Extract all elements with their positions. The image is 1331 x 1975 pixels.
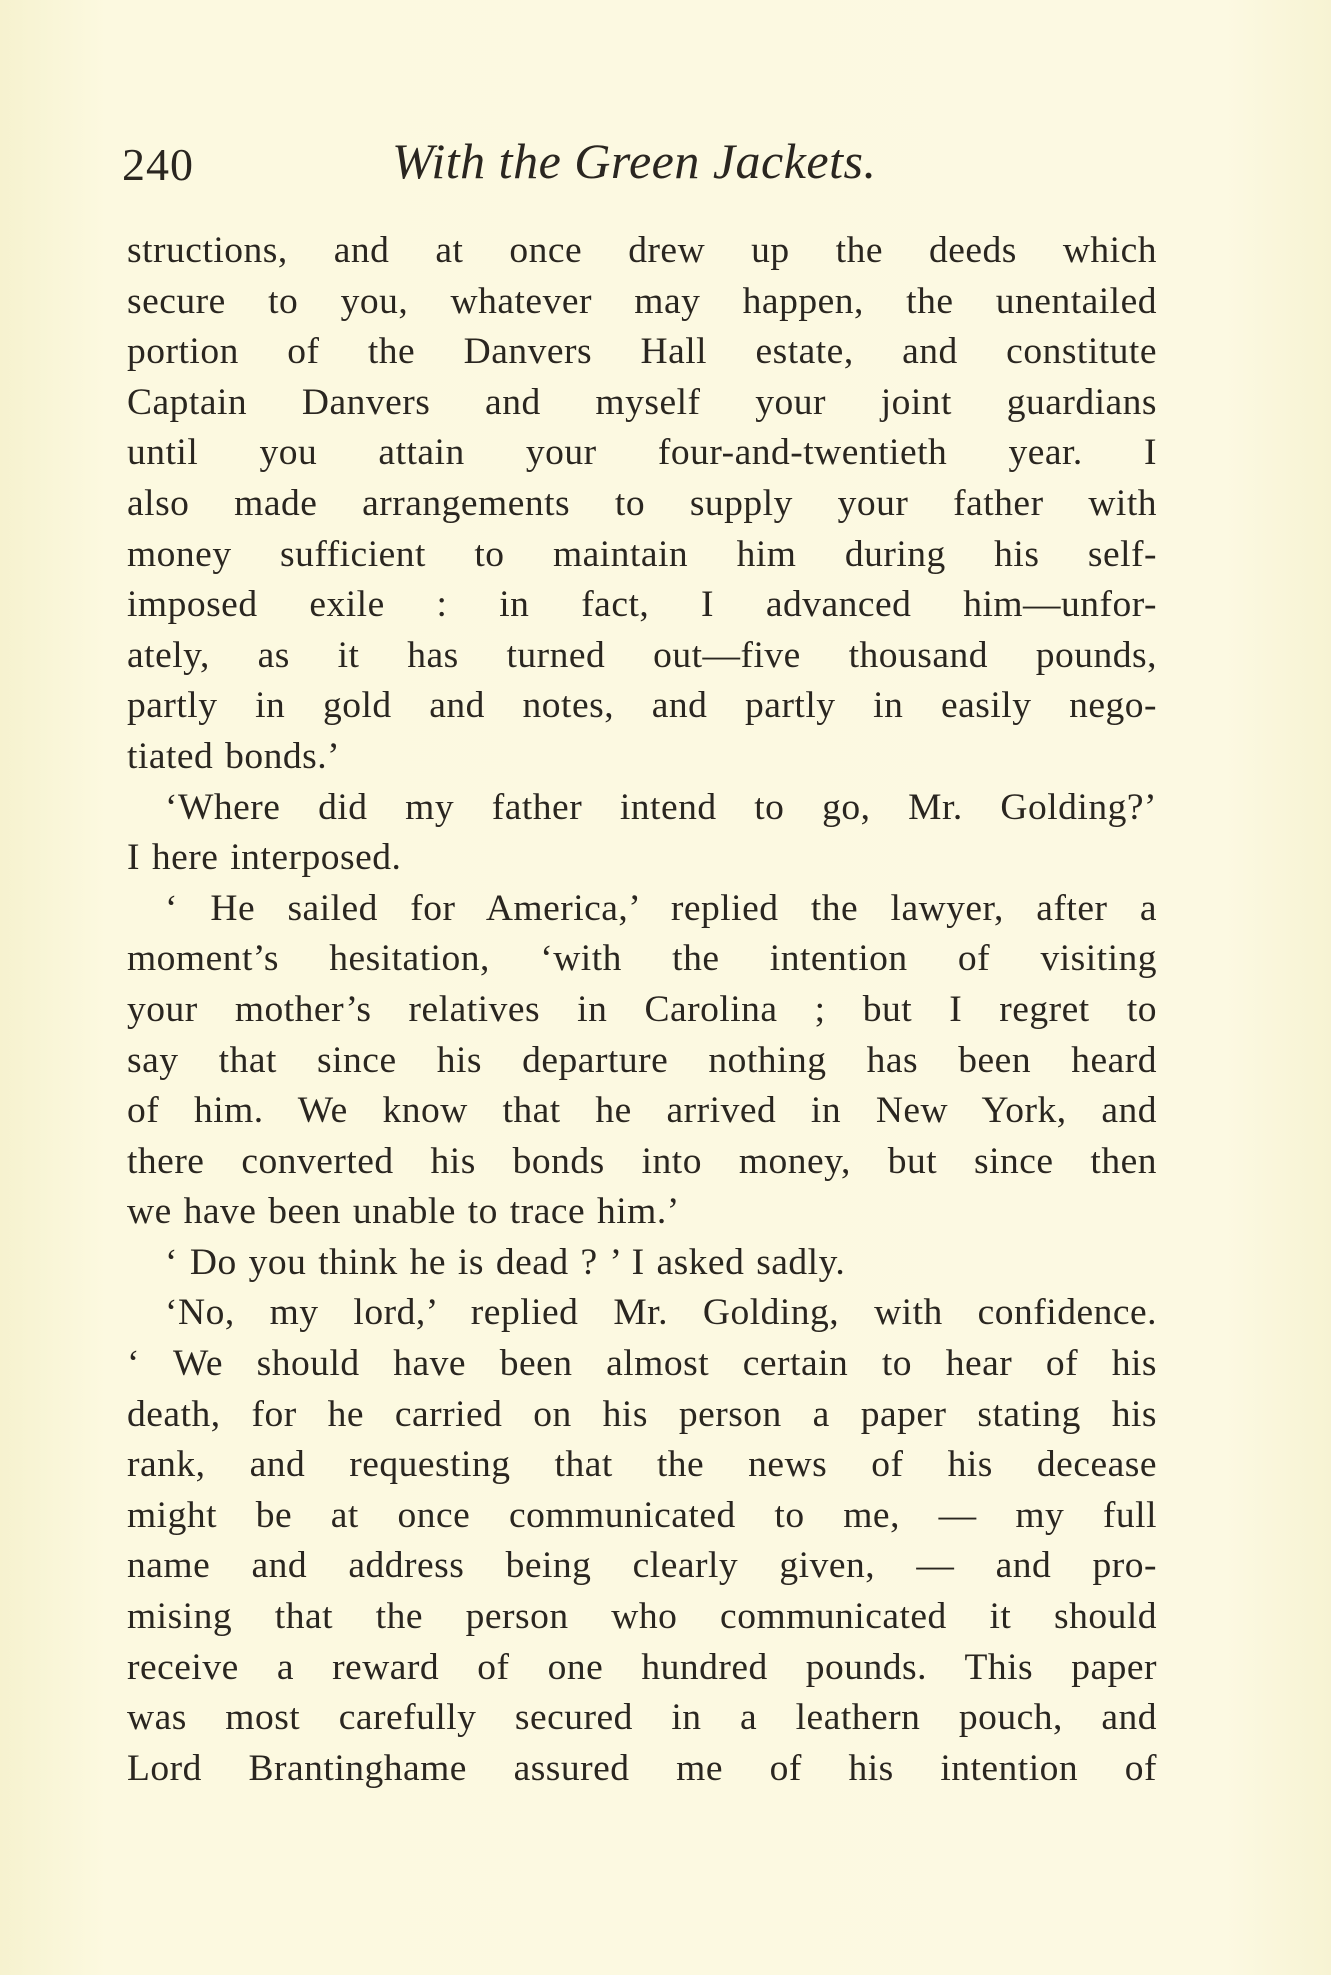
text-line: ‘No, my lord,’ replied Mr. Golding, with confidence. <box>165 1292 1157 1334</box>
text-line: ‘ He sailed for America,’ replied the lawyer, after a <box>165 887 1157 929</box>
text-line: also made arrangements to supply your father with <box>127 482 1157 524</box>
body-text <box>127 226 1157 1794</box>
text-line: partly in gold and notes, and partly in easily nego- <box>127 685 1157 727</box>
text-line: structions, and at once drew up the deeds which <box>127 230 1157 271</box>
text-line: name and address being clearly given, — and pro- <box>127 1545 1157 1587</box>
text-line: ‘Where did my father intend to go, Mr. Golding?’ <box>165 786 1157 828</box>
text-line: rank, and requesting that the news of his decease <box>127 1444 1157 1486</box>
text-line: ately, as it has turned out—five thousand pounds, <box>127 634 1157 676</box>
page-header <box>122 132 1162 202</box>
text-line: ‘ We should have been almost certain to hear of his <box>127 1343 1157 1385</box>
text-line: mising that the person who communicated it should <box>127 1596 1157 1638</box>
text-line: portion of the Danvers Hall estate, and constitute <box>127 331 1157 373</box>
text-line: Captain Danvers and myself your joint guardians <box>127 381 1157 423</box>
text-line: until you attain your four-and-twentieth year. I <box>127 432 1157 474</box>
text-line: might be at once communicated to me, — my full <box>127 1494 1157 1536</box>
text-line: your mother’s relatives in Carolina ; but I regret to <box>127 988 1157 1030</box>
text-line: tiated bonds.’ <box>127 735 341 777</box>
text-line: money sufficient to maintain him during his self- <box>127 533 1157 575</box>
text-line: say that since his departure nothing has been heard <box>127 1039 1157 1081</box>
text-line: moment’s hesitation, ‘with the intention of visiting <box>127 938 1157 980</box>
text-line: we have been unable to trace him.’ <box>127 1191 680 1233</box>
text-line: imposed exile : in fact, I advanced him—unfor- <box>127 584 1157 626</box>
text-line: Lord Brantinghame assured me of his intention of <box>127 1747 1157 1789</box>
text-line: I here interposed. <box>127 837 402 879</box>
text-line: ‘ Do you think he is dead ? ’ I asked sadly. <box>165 1241 846 1283</box>
text-line: of him. We know that he arrived in New York, and <box>127 1090 1157 1132</box>
text-line: was most carefully secured in a leathern pouch, and <box>127 1697 1157 1739</box>
text-line: receive a reward of one hundred pounds. This paper <box>127 1646 1157 1688</box>
running-title: With the Green Jackets. <box>392 133 877 189</box>
page-number: 240 <box>122 139 194 190</box>
text-line: secure to you, whatever may happen, the unentailed <box>127 280 1157 322</box>
text-line: there converted his bonds into money, but since then <box>127 1140 1157 1182</box>
text-line: death, for he carried on his person a paper stating his <box>127 1393 1157 1435</box>
